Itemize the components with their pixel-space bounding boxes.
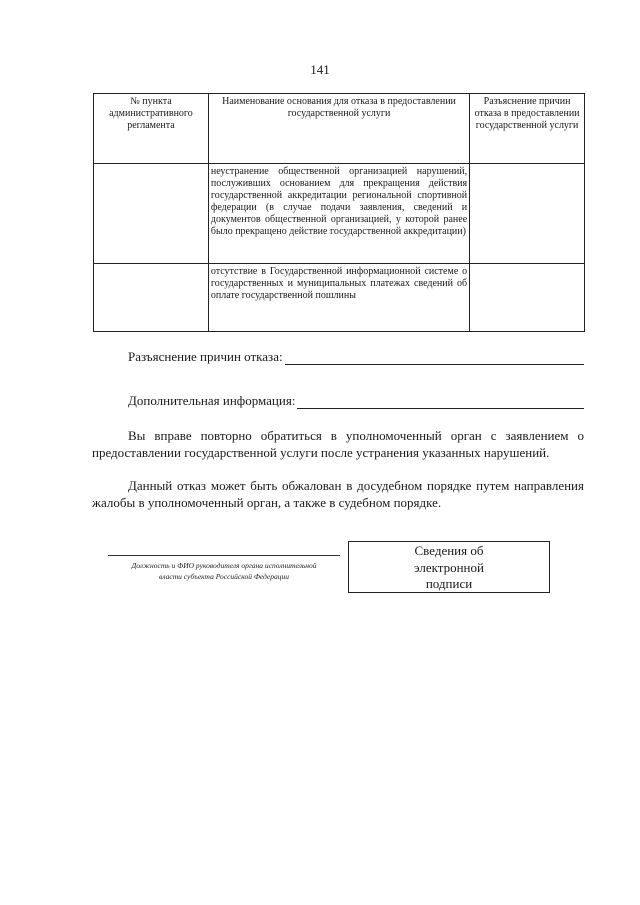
- table-row: [94, 164, 585, 264]
- header-refusal-basis: Наименование основания для отказа в предоставлении государственной услуги: [208, 94, 469, 164]
- header-refusal-explanation: Разъяснение причин отказа в предоставлении государственной услуги: [470, 94, 585, 164]
- cell-item-number: [94, 264, 209, 332]
- additional-info-blank[interactable]: [297, 395, 584, 409]
- reapply-paragraph: Вы вправе повторно обратиться в уполномоченный орган с заявлением о предоставлении государственной услуги после устранения указанных нарушений.: [92, 428, 584, 460]
- cell-item-number: [94, 164, 209, 264]
- header-item-number: № пункта административного регламента: [94, 94, 209, 164]
- page-number: 141: [310, 62, 330, 77]
- additional-info-label: Дополнительная информация:: [128, 393, 296, 408]
- signature-box-line: подписи: [425, 576, 473, 592]
- additional-info-field: [128, 393, 584, 409]
- signature-caption-line: власти субъекта Российской Федерации: [159, 572, 289, 582]
- signature-caption-line: Должность и ФИО руководителя органа исполнительной: [131, 561, 317, 570]
- refusal-explanation-blank[interactable]: [285, 351, 584, 365]
- table-row: [94, 264, 585, 332]
- cell-refusal-explanation: [470, 264, 585, 332]
- table-header-row: [94, 94, 585, 164]
- refusal-reasons-table: [93, 93, 585, 332]
- signature-box-line: электронной: [414, 559, 484, 575]
- electronic-signature-box: [348, 541, 550, 593]
- refusal-explanation-label: Разъяснение причин отказа:: [128, 349, 283, 364]
- signature-caption: [104, 560, 344, 583]
- signature-box-line: Сведения об: [414, 543, 484, 558]
- appeal-paragraph: Данный отказ может быть обжалован в досудебном порядке путем направления жалобы в уполномоченный орган, а также в судебном порядке.: [92, 478, 584, 510]
- cell-refusal-explanation: [470, 164, 585, 264]
- signature-line: [108, 555, 340, 556]
- cell-refusal-basis: неустранение общественной организацией нарушений, послуживших основанием для прекращения действия государственной аккредитации региональной спортивной федерации (в случае подачи заявления, сведений и документов общественной организацией, у которой ранее было прекращено действие государственной аккредитации): [208, 164, 469, 264]
- refusal-explanation-field: [128, 349, 584, 365]
- cell-refusal-basis: отсутствие в Государственной информационной системе о государственных и муниципальных платежах сведений об оплате государственной пошлины: [208, 264, 469, 332]
